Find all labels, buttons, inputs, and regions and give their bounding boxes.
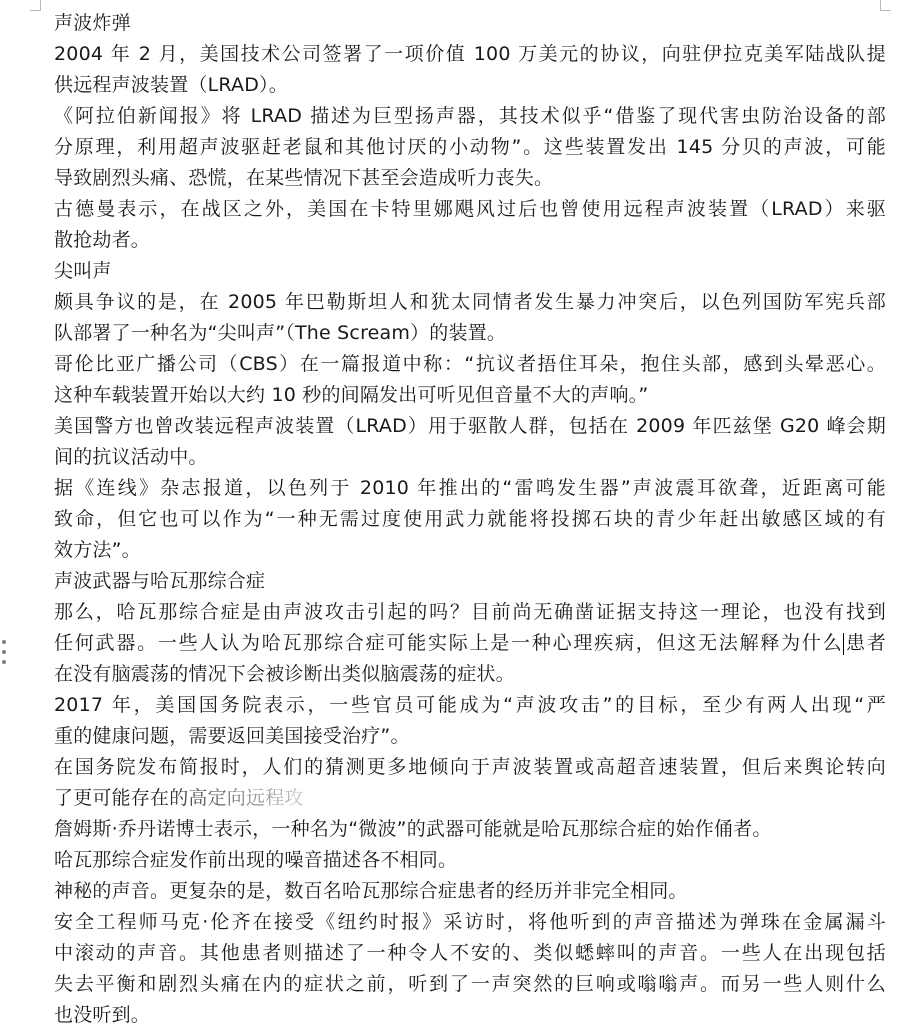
paragraph-line: 哥伦比亚广播公司（CBS）在一篇报道中称：“抗议者捂住耳朵，抱住头部，感到头晕恶心。 [54, 353, 886, 375]
cursor-line-text-after: 患者 [844, 632, 886, 654]
paragraph-line: 中滚动的声音。其他患者则描述了一种令人不安的、类似蟋蟀叫的声音。一些人在出现包括 [54, 942, 886, 964]
paragraph-line: 也没听到。 [54, 1004, 151, 1026]
paragraph-line: 失去平衡和剧烈头痛在内的症状之前，听到了一声突然的巨响或嗡嗡声。而另一些人则什么 [54, 973, 886, 995]
paragraph-line: 重的健康问题，需要返回美国接受治疗”。 [54, 725, 410, 747]
paragraph-line: 间的抗议活动中。 [54, 446, 208, 468]
paragraph-line: 导致剧烈头痛、恐慌，在某些情况下甚至会造成听力丧失。 [54, 167, 554, 189]
paragraph-line: 供远程声波装置（LRAD）。 [54, 74, 288, 96]
paragraph-line: 美国警方也曾改装远程声波装置（LRAD）用于驱散人群，包括在 2009 年匹兹堡 G20 峰会期 [54, 415, 886, 437]
paragraph-line: 2017 年，美国国务院表示，一些官员可能成为“声波攻击”的目标，至少有两人出现“严 [54, 694, 886, 716]
faded-text: 了更可能存在的高定向远程攻 [54, 787, 304, 809]
paragraph-line: 颇具争议的是，在 2005 年巴勒斯坦人和犹太同情者发生暴力冲突后，以色列国防军宪兵部 [54, 291, 886, 313]
section-heading-sonic-bomb: 声波炸弹 [54, 12, 131, 34]
paragraph-line: 分原理，利用超声波驱赶老鼠和其他讨厌的小动物”。这些装置发出 145 分贝的声波，可能 [54, 136, 886, 158]
paragraph-line: 神秘的声音。更复杂的是，数百名哈瓦那综合症患者的经历并非完全相同。 [54, 880, 688, 902]
paragraph-line: 哈瓦那综合症发作前出现的噪音描述各不相同。 [54, 849, 458, 871]
document-body[interactable] [54, 8, 886, 1031]
page-corner-mark-left [30, 0, 41, 11]
section-heading-havana: 声波武器与哈瓦那综合症 [54, 570, 266, 592]
paragraph-line: 在国务院发布简报时，人们的猜测更多地倾向于声波装置或高超音速装置，但后来舆论转向 [54, 756, 886, 778]
paragraph-line: 安全工程师马克·伦齐在接受《纽约时报》采访时，将他听到的声音描述为弹珠在金属漏斗 [54, 911, 886, 933]
paragraph-line: 那么，哈瓦那综合症是由声波攻击引起的吗？目前尚无确凿证据支持这一理论，也没有找到 [54, 601, 886, 623]
paragraph-line: 詹姆斯·乔丹诺博士表示，一种名为“微波”的武器可能就是哈瓦那综合症的始作俑者。 [54, 818, 772, 840]
paragraph-line: 致命，但它也可以作为“一种无需过度使用武力就能将投掷石块的青少年赶出敏感区域的有 [54, 508, 886, 530]
cursor-line-text-before: 任何武器。一些人认为哈瓦那综合症可能实际上是一种心理疾病，但这无法解释为什么 [54, 632, 844, 654]
paragraph-line: 据《连线》杂志报道，以色列于 2010 年推出的“雷鸣发生器”声波震耳欲聋，近距离可能 [54, 477, 886, 499]
paragraph-line: 散抢劫者。 [54, 229, 151, 251]
paragraph-line: 队部署了一种名为“尖叫声”（The Scream）的装置。 [54, 322, 507, 344]
paragraph-line: 古德曼表示，在战区之外，美国在卡特里娜飓风过后也曾使用远程声波装置（LRAD）来驱 [54, 198, 886, 220]
paragraph-line: 这种车载装置开始以大约 10 秒的间隔发出可听见但音量不大的声响。” [54, 384, 649, 406]
paragraph-line: 在没有脑震荡的情况下会被诊断出类似脑震荡的症状。 [54, 663, 515, 685]
drag-handle-icon[interactable] [1, 640, 7, 664]
paragraph-line: 2004 年 2 月，美国技术公司签署了一项价值 100 万美元的协议，向驻伊拉克美军陆战队提 [54, 43, 886, 65]
paragraph-line-with-cursor [54, 628, 886, 659]
section-heading-scream: 尖叫声 [54, 260, 112, 282]
paragraph-line: 《阿拉伯新闻报》将 LRAD 描述为巨型扬声器，其技术似乎“借鉴了现代害虫防治设备的部 [54, 105, 886, 127]
paragraph-line-faded [54, 783, 886, 814]
paragraph-line: 效方法”。 [54, 539, 141, 561]
